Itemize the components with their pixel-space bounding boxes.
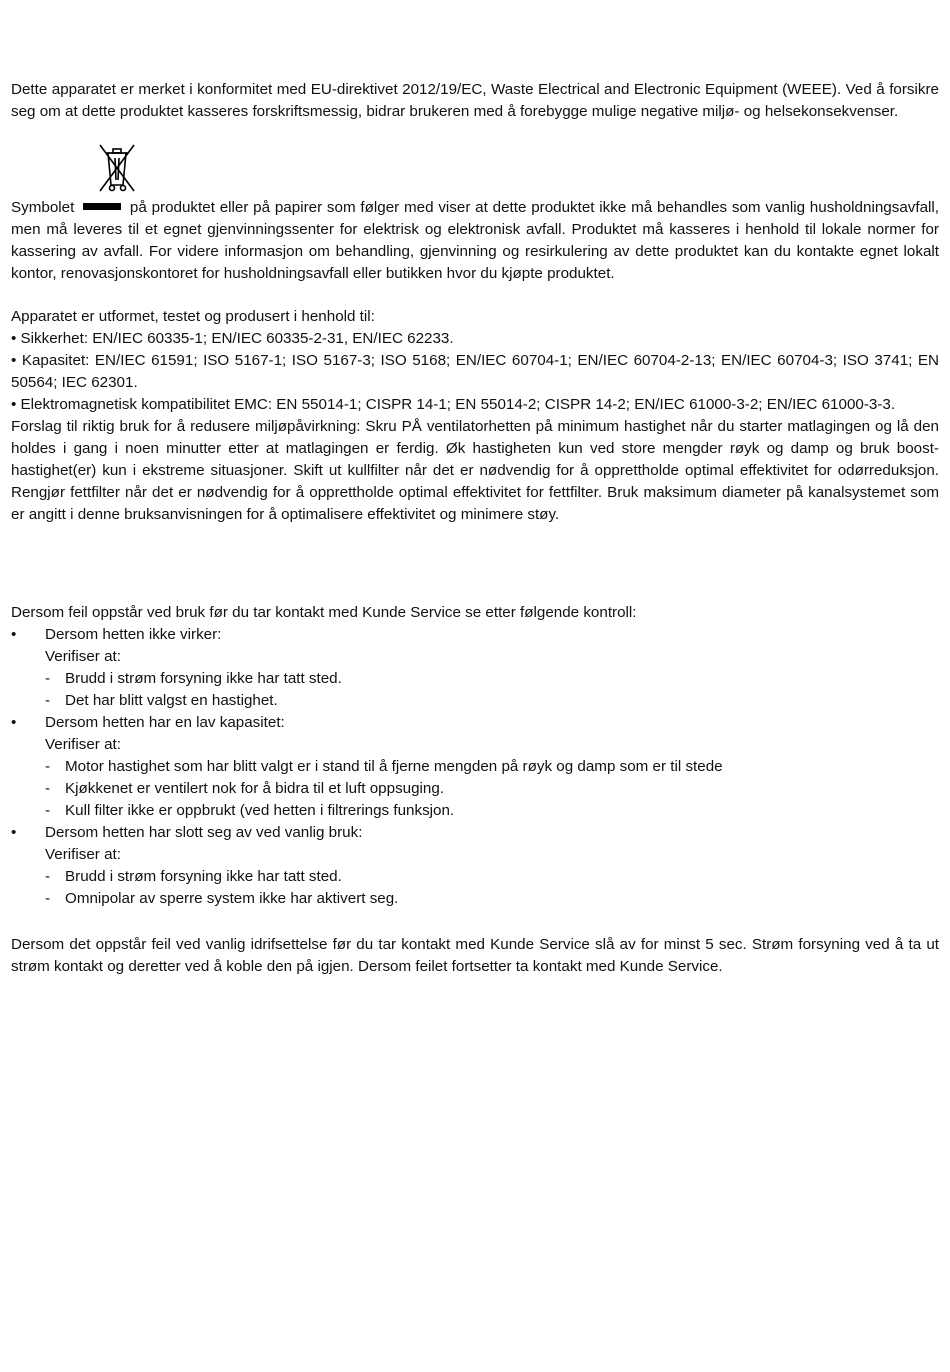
list-item: [11, 800, 939, 822]
bullet-mark: •: [11, 626, 17, 643]
list-item: [11, 712, 939, 734]
verify-label: Verifiser at:: [45, 648, 121, 665]
list-item: [11, 734, 939, 756]
bullet-mark: •: [11, 824, 17, 841]
troubleshooting-section: [11, 602, 939, 910]
dash-mark: -: [45, 868, 51, 885]
list-item: [11, 690, 939, 712]
verify-label: Verifiser at:: [45, 846, 121, 863]
list-item: [11, 822, 939, 844]
check-item: Brudd i strøm forsyning ikke har tatt sted.: [65, 868, 342, 885]
check-item: Motor hastighet som har blitt valgt er i stand til å fjerne mengden på røyk og damp som er til stede: [65, 758, 723, 775]
check-item: Omnipolar av sperre system ikke har aktivert seg.: [65, 890, 399, 907]
eco-usage-paragraph: Forslag til riktig bruk for å redusere miljøpåvirkning: Skru PÅ ventilatorhetten på minimum hastighet når du starter matlagingen og lå den holdes i gang i noen minutter etter at matlagingen er ferdig. Øk hastigheten kun ved store mengder røyk og damp og bruk boost-hastighet(er) kun i ekstreme situasjoner. Skift ut kullfilter når det er nødvendig for å opprettholde optimal effektivitet for odørreduksjon. Rengjør fettfilter når det er nødvendig for å opprettholde optimal effektivitet for fettfilter. Bruk maksimum diameter på kanalsystemet som er angitt i denne bruksanvisningen for å optimalisere effektivitet og minimere støy.: [11, 418, 939, 523]
dash-mark: -: [45, 890, 51, 907]
dash-mark: -: [45, 670, 51, 687]
standards-emc: • Elektromagnetisk kompatibilitet EMC: EN 55014-1; CISPR 14-1; EN 55014-2; CISPR 14-2; EN/IEC 61000-3-2; EN/IEC 61000-3-3.: [11, 396, 896, 413]
symbol-paragraph: [11, 197, 939, 285]
dash-mark: -: [45, 758, 51, 775]
symbol-bar-mark: [83, 203, 121, 210]
check-item: Brudd i strøm forsyning ikke har tatt sted.: [65, 670, 342, 687]
list-item: [11, 866, 939, 888]
weee-intro-paragraph: Dette apparatet er merket i konformitet med EU-direktivet 2012/19/EC, Waste Electrical and Electronic Equipment (WEEE). Ved å forsikre seg om at dette produktet kasseres forskriftsmessig, bidrar brukeren med å forebygge mulige negative miljø- og helsekonsekvenser.: [11, 81, 939, 120]
symbol-word: Symbolet: [11, 199, 75, 216]
list-item: [11, 888, 939, 910]
list-item: [11, 668, 939, 690]
bullet-mark: •: [11, 714, 17, 731]
verify-label: Verifiser at:: [45, 736, 121, 753]
troubleshooting-intro: Dersom feil oppstår ved bruk før du tar kontakt med Kunde Service se etter følgende kontroll:: [11, 604, 637, 621]
case-title: Dersom hetten har en lav kapasitet:: [45, 714, 285, 731]
standards-section: [11, 306, 939, 526]
dash-mark: -: [45, 692, 51, 709]
standards-capacity: • Kapasitet: EN/IEC 61591; ISO 5167-1; ISO 5167-3; ISO 5168; EN/IEC 60704-1; EN/IEC 60704-2-13; EN/IEC 60704-3; ISO 3741; EN 50564; IEC 62301.: [11, 352, 939, 391]
standards-safety: • Sikkerhet: EN/IEC 60335-1; EN/IEC 60335-2-31, EN/IEC 62233.: [11, 330, 454, 347]
reset-paragraph: Dersom det oppstår feil ved vanlig idrifsettelse før du tar kontakt med Kunde Service slå av for minst 5 sec. Strøm forsyning ved å ta ut strøm kontakt og deretter ved å koble den på igjen. Dersom feilet fortsetter ta kontakt med Kunde Service.: [11, 936, 939, 975]
list-item: [11, 756, 939, 778]
list-item: [11, 624, 939, 646]
list-item: [11, 646, 939, 668]
symbol-paragraph-text: på produktet eller på papirer som følger med viser at dette produktet ikke må behandles som vanlig husholdningsavfall, men må leveres til et egnet gjenvinningssenter for elektrisk og elektronisk avfall. Produktet må kasseres i henhold til lokale normer for kassering av avfall. For videre informasjon om behandling, gjenvinning og resirkulering av dette produktet kan du kontakte egnet lokalt kontor, renovasjonskontoret for husholdningsavfall eller butikken hvor du kjøpte produktet.: [11, 199, 939, 282]
crossed-out-wheelie-bin-icon: [86, 143, 148, 195]
check-item: Kull filter ikke er oppbrukt (ved hetten i filtrerings funksjon.: [65, 802, 455, 819]
check-item: Kjøkkenet er ventilert nok for å bidra til et luft oppsuging.: [65, 780, 445, 797]
list-item: [11, 778, 939, 800]
dash-mark: -: [45, 802, 51, 819]
check-item: Det har blitt valgst en hastighet.: [65, 692, 278, 709]
dash-mark: -: [45, 780, 51, 797]
list-item: [11, 844, 939, 866]
case-title: Dersom hetten har slott seg av ved vanlig bruk:: [45, 824, 363, 841]
case-title: Dersom hetten ikke virker:: [45, 626, 222, 643]
standards-heading: Apparatet er utformet, testet og produsert i henhold til:: [11, 308, 375, 325]
